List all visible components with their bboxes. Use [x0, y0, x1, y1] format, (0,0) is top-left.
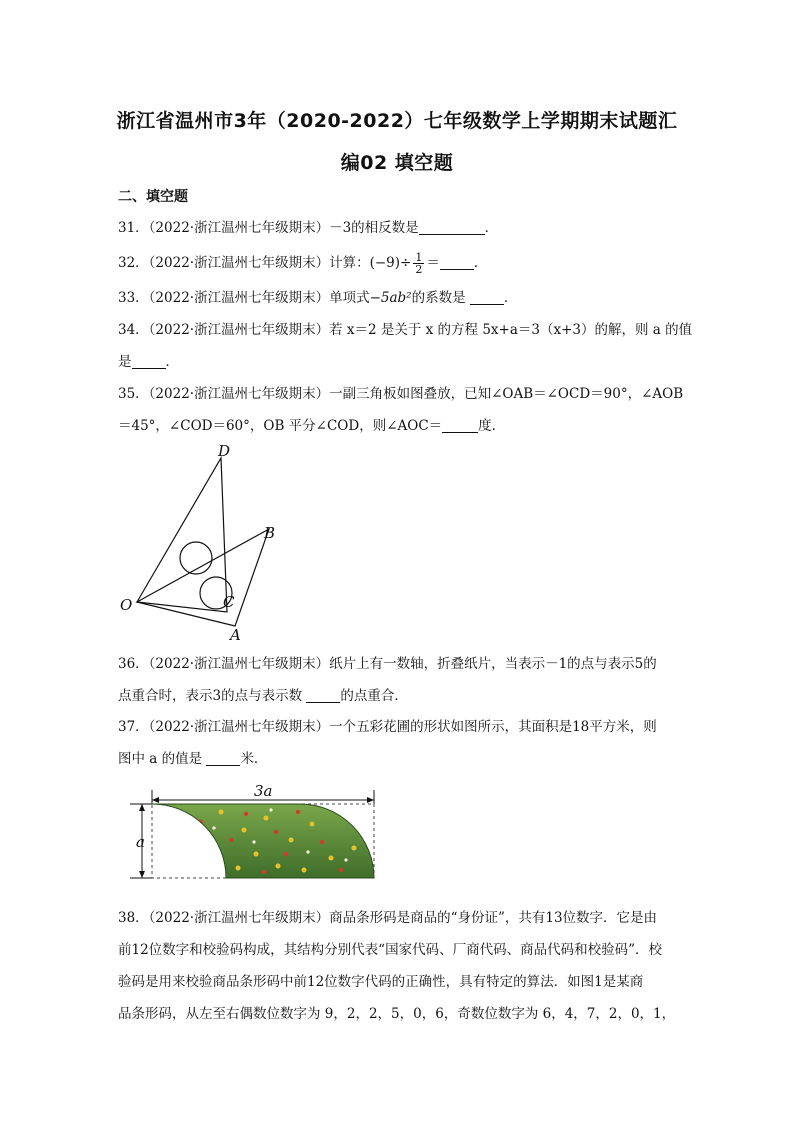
question-33-end: ． [503, 290, 518, 306]
question-37-line1: 37．（2022·浙江温州七年级期末）一个五彩花圃的形状如图所示，其面积是18平方米，则 [118, 719, 657, 735]
question-31-end: ． [484, 220, 499, 236]
question-32-text: 32．（2022·浙江温州七年级期末）计算：(−9)÷ [118, 255, 412, 271]
arrow-left-icon [152, 797, 159, 803]
question-38-line1: 38．（2022·浙江温州七年级期末）商品条形码是商品的“身份证”，共有13位数字．它是由 [118, 910, 658, 926]
label-3a: 3a [254, 782, 273, 800]
answer-blank [419, 220, 485, 235]
section-heading: 二、填空题 [118, 189, 188, 205]
equals-sign: ＝ [426, 255, 440, 271]
question-34-text: 是 [118, 354, 132, 370]
question-33-mid: 的系数是 [411, 290, 470, 306]
fraction [413, 252, 424, 275]
garden-flowers [152, 804, 374, 878]
monomial-expression: −5ab² [369, 290, 412, 306]
question-35-end: 度． [478, 418, 506, 434]
answer-blank [440, 255, 474, 270]
question-37-end: 米． [240, 751, 268, 767]
flower-garden-figure [126, 782, 386, 886]
fraction-denominator: 2 [415, 263, 423, 276]
triangle-rulers-figure [110, 438, 310, 648]
question-33-text: 33．（2022·浙江温州七年级期末）单项式 [118, 290, 370, 306]
question-31-text: 31．（2022·浙江温州七年级期末）－3的相反数是 [118, 220, 419, 236]
question-36-end: 的点重合． [340, 688, 408, 704]
question-38-line2: 前12位数字和校验码构成，其结构分别代表“国家代码、厂商代码、商品代码和校验码”．校 [118, 942, 662, 958]
answer-blank [470, 290, 504, 305]
arrow-down-icon [139, 871, 145, 878]
question-37-text: 图中 a 的值是 [118, 751, 207, 767]
question-35-text: ＝45°，∠COD＝60°，OB 平分∠COD，则∠AOC＝ [118, 418, 443, 434]
triangle-ocd [137, 458, 227, 612]
answer-blank [306, 688, 340, 703]
question-32-end: ． [473, 255, 488, 271]
label-c: C [223, 593, 235, 611]
document-title-line2: 编02 填空题 [340, 152, 454, 174]
label-b: B [264, 524, 276, 542]
answer-blank [132, 354, 166, 369]
question-36-line1: 36．（2022·浙江温州七年级期末）纸片上有一数轴，折叠纸片，当表示－1的点与表示5的 [118, 656, 657, 672]
answer-blank [206, 751, 240, 766]
question-31 [118, 218, 498, 238]
arrow-right-icon [367, 797, 374, 803]
label-a: A [230, 626, 241, 644]
question-32 [118, 252, 487, 275]
label-a-side: a [136, 833, 145, 851]
document-title-line1: 浙江省温州市3年（2020-2022）七年级数学上学期期末试题汇 [116, 110, 678, 132]
label-o: O [120, 596, 133, 614]
question-36-text: 点重合时，表示3的点与表示数 [118, 688, 307, 704]
fraction-numerator: 1 [415, 251, 423, 264]
question-37-line2 [118, 749, 267, 769]
question-33 [118, 288, 517, 308]
question-35-line1: 35．（2022·浙江温州七年级期末）一副三角板如图叠放，已知∠OAB＝∠OCD＝90°，∠AOB [118, 386, 684, 402]
answer-blank [442, 418, 478, 433]
arrow-up-icon [139, 804, 145, 811]
question-35-line2 [118, 416, 505, 436]
label-d: D [218, 442, 231, 460]
question-36-line2 [118, 686, 408, 706]
question-34-end: ． [165, 354, 179, 370]
question-38-line4: 品条形码，从左至右偶数位数字为 9，2，2，5，0，6，奇数位数字为 6，4，7，2，0，1， [118, 1006, 676, 1022]
question-34-line1: 34．（2022·浙江温州七年级期末）若 x＝2 是关于 x 的方程 5x+a＝3（x+3）的解，则 a 的值 [118, 322, 693, 338]
question-38-line3: 验码是用来校验商品条形码中前12位数字代码的正确性，具有特定的算法．如图1是某商 [118, 974, 644, 990]
question-34-line2 [118, 352, 179, 372]
